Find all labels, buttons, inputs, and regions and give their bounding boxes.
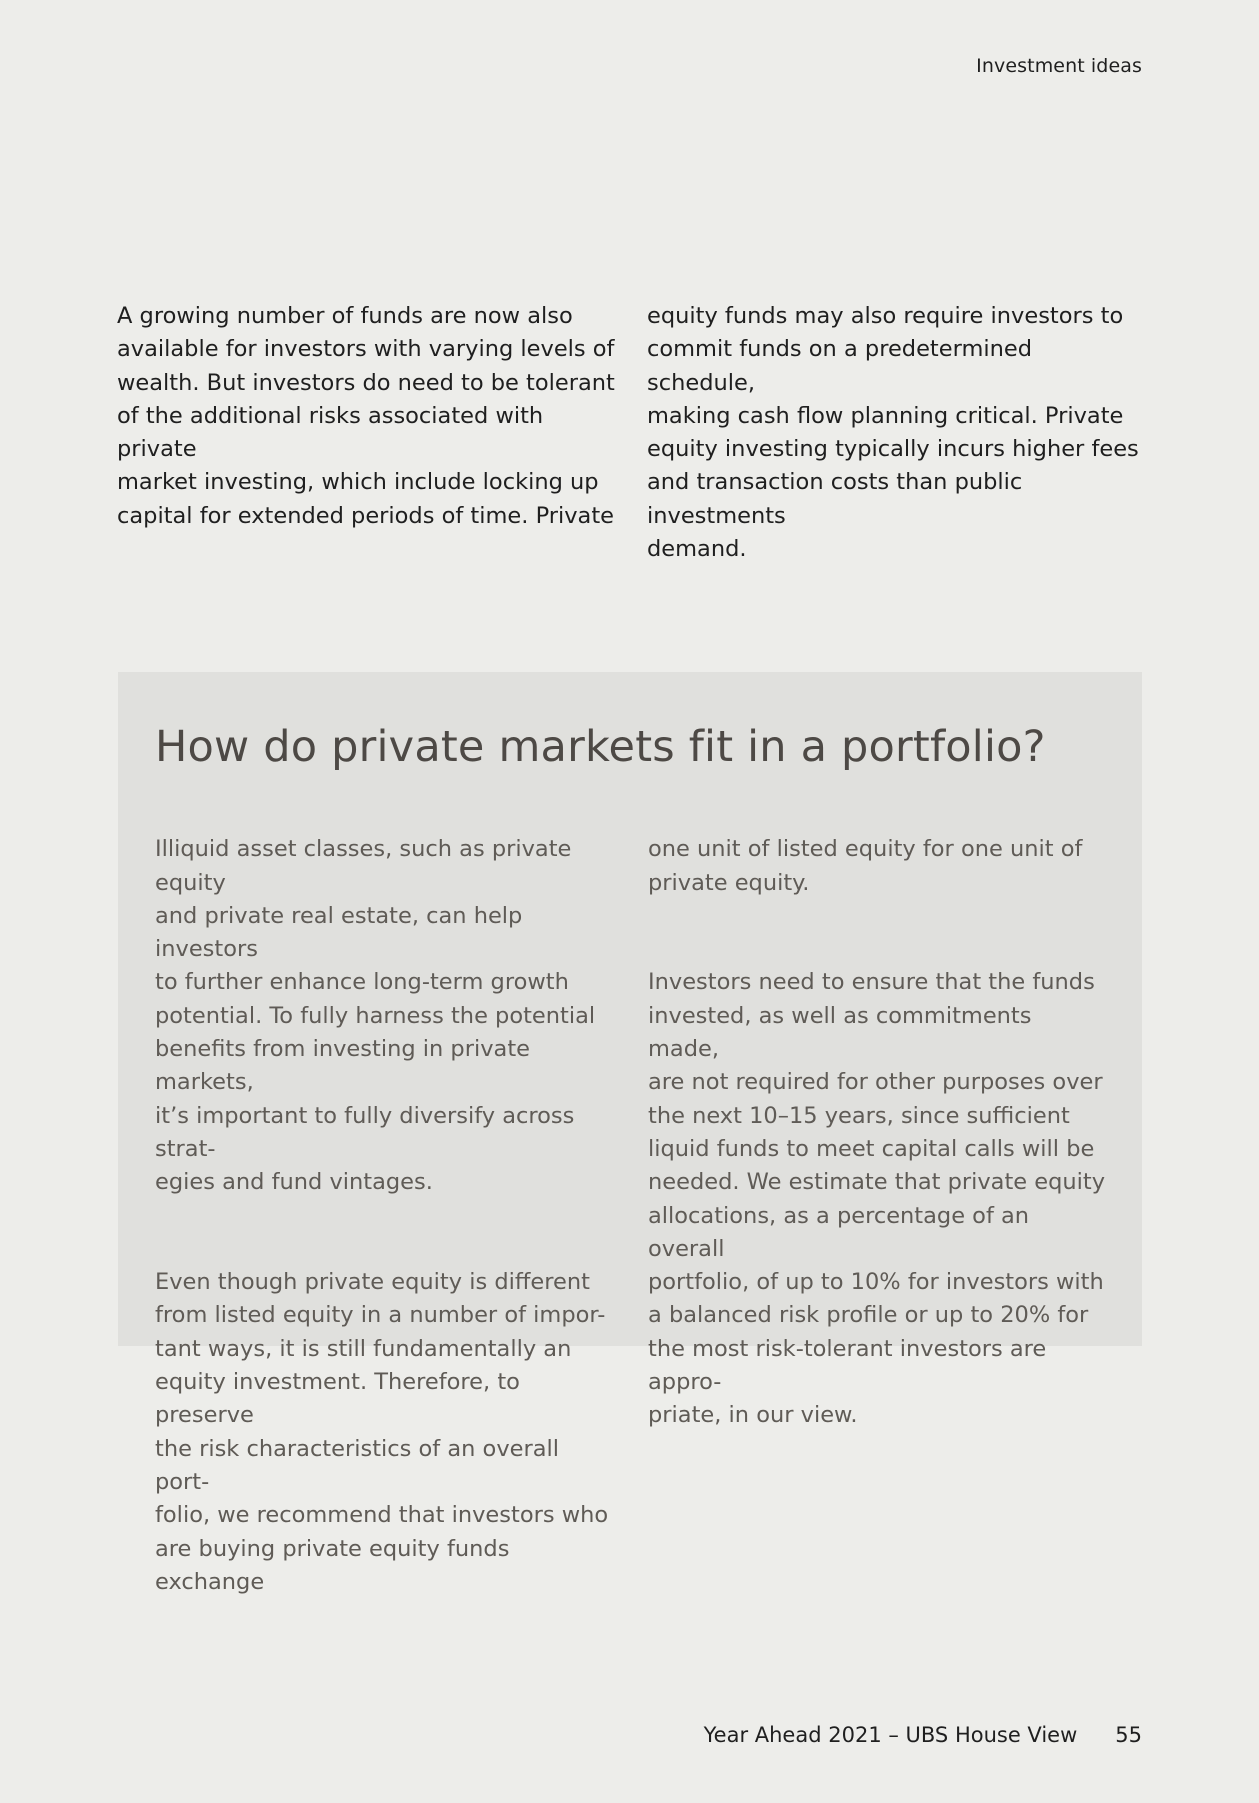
running-header: Investment ideas [976,55,1142,77]
publication-title: Year Ahead 2021 – UBS House View [703,1723,1078,1747]
intro-column-right: equity funds may also require investors to commit funds on a predetermined schedule, making cash flow planning critical. Private equity investing typically incurs higher fees and transaction costs than public investments demand. [647,303,1139,563]
box-paragraph: one unit of listed equity for one unit of private equity. [648,836,1083,896]
sidebar-box [118,672,1142,1595]
box-column-right [648,800,1108,1466]
page-footer [704,1723,1142,1747]
intro-column-left: A growing number of funds are now also available for investors with varying levels of wealth. But investors do need to be tolerant of the additional risks associated with private market investing, which include locking up capital for extended periods of time. Private [117,303,615,529]
box-title: How do private markets fit in a portfolio? [155,722,1046,772]
box-paragraph: Investors need to ensure that the funds invested, as well as commitments made, are not required for other purposes over the next 10–15 years, since sufficient liquid funds to meet capital calls will be needed. We estimate that private equity allocations, as a percentage of an overall portfolio, of up to 10% for investors with a balanced risk profile or up to 20% for the most risk-tolerant investors are appro- priate, in our view. [648,969,1106,1429]
box-paragraph: Illiquid asset classes, such as private equity and private real estate, can help investors to further enhance long-term growth potential. To fully harness the potential benefits from investing in private markets, it’s important to fully diversify across strat- egies and fund vintages. [155,836,596,1196]
box-column-left [155,800,615,1632]
page-number: 55 [1115,1723,1142,1747]
box-paragraph: Even though private equity is different from listed equity in a number of impor- tant ways, it is still fundamentally an equity investment. Therefore, to preserve the risk characteristics of an overall port- folio, we recommend that investors who are buying private equity funds exchange [155,1269,609,1595]
